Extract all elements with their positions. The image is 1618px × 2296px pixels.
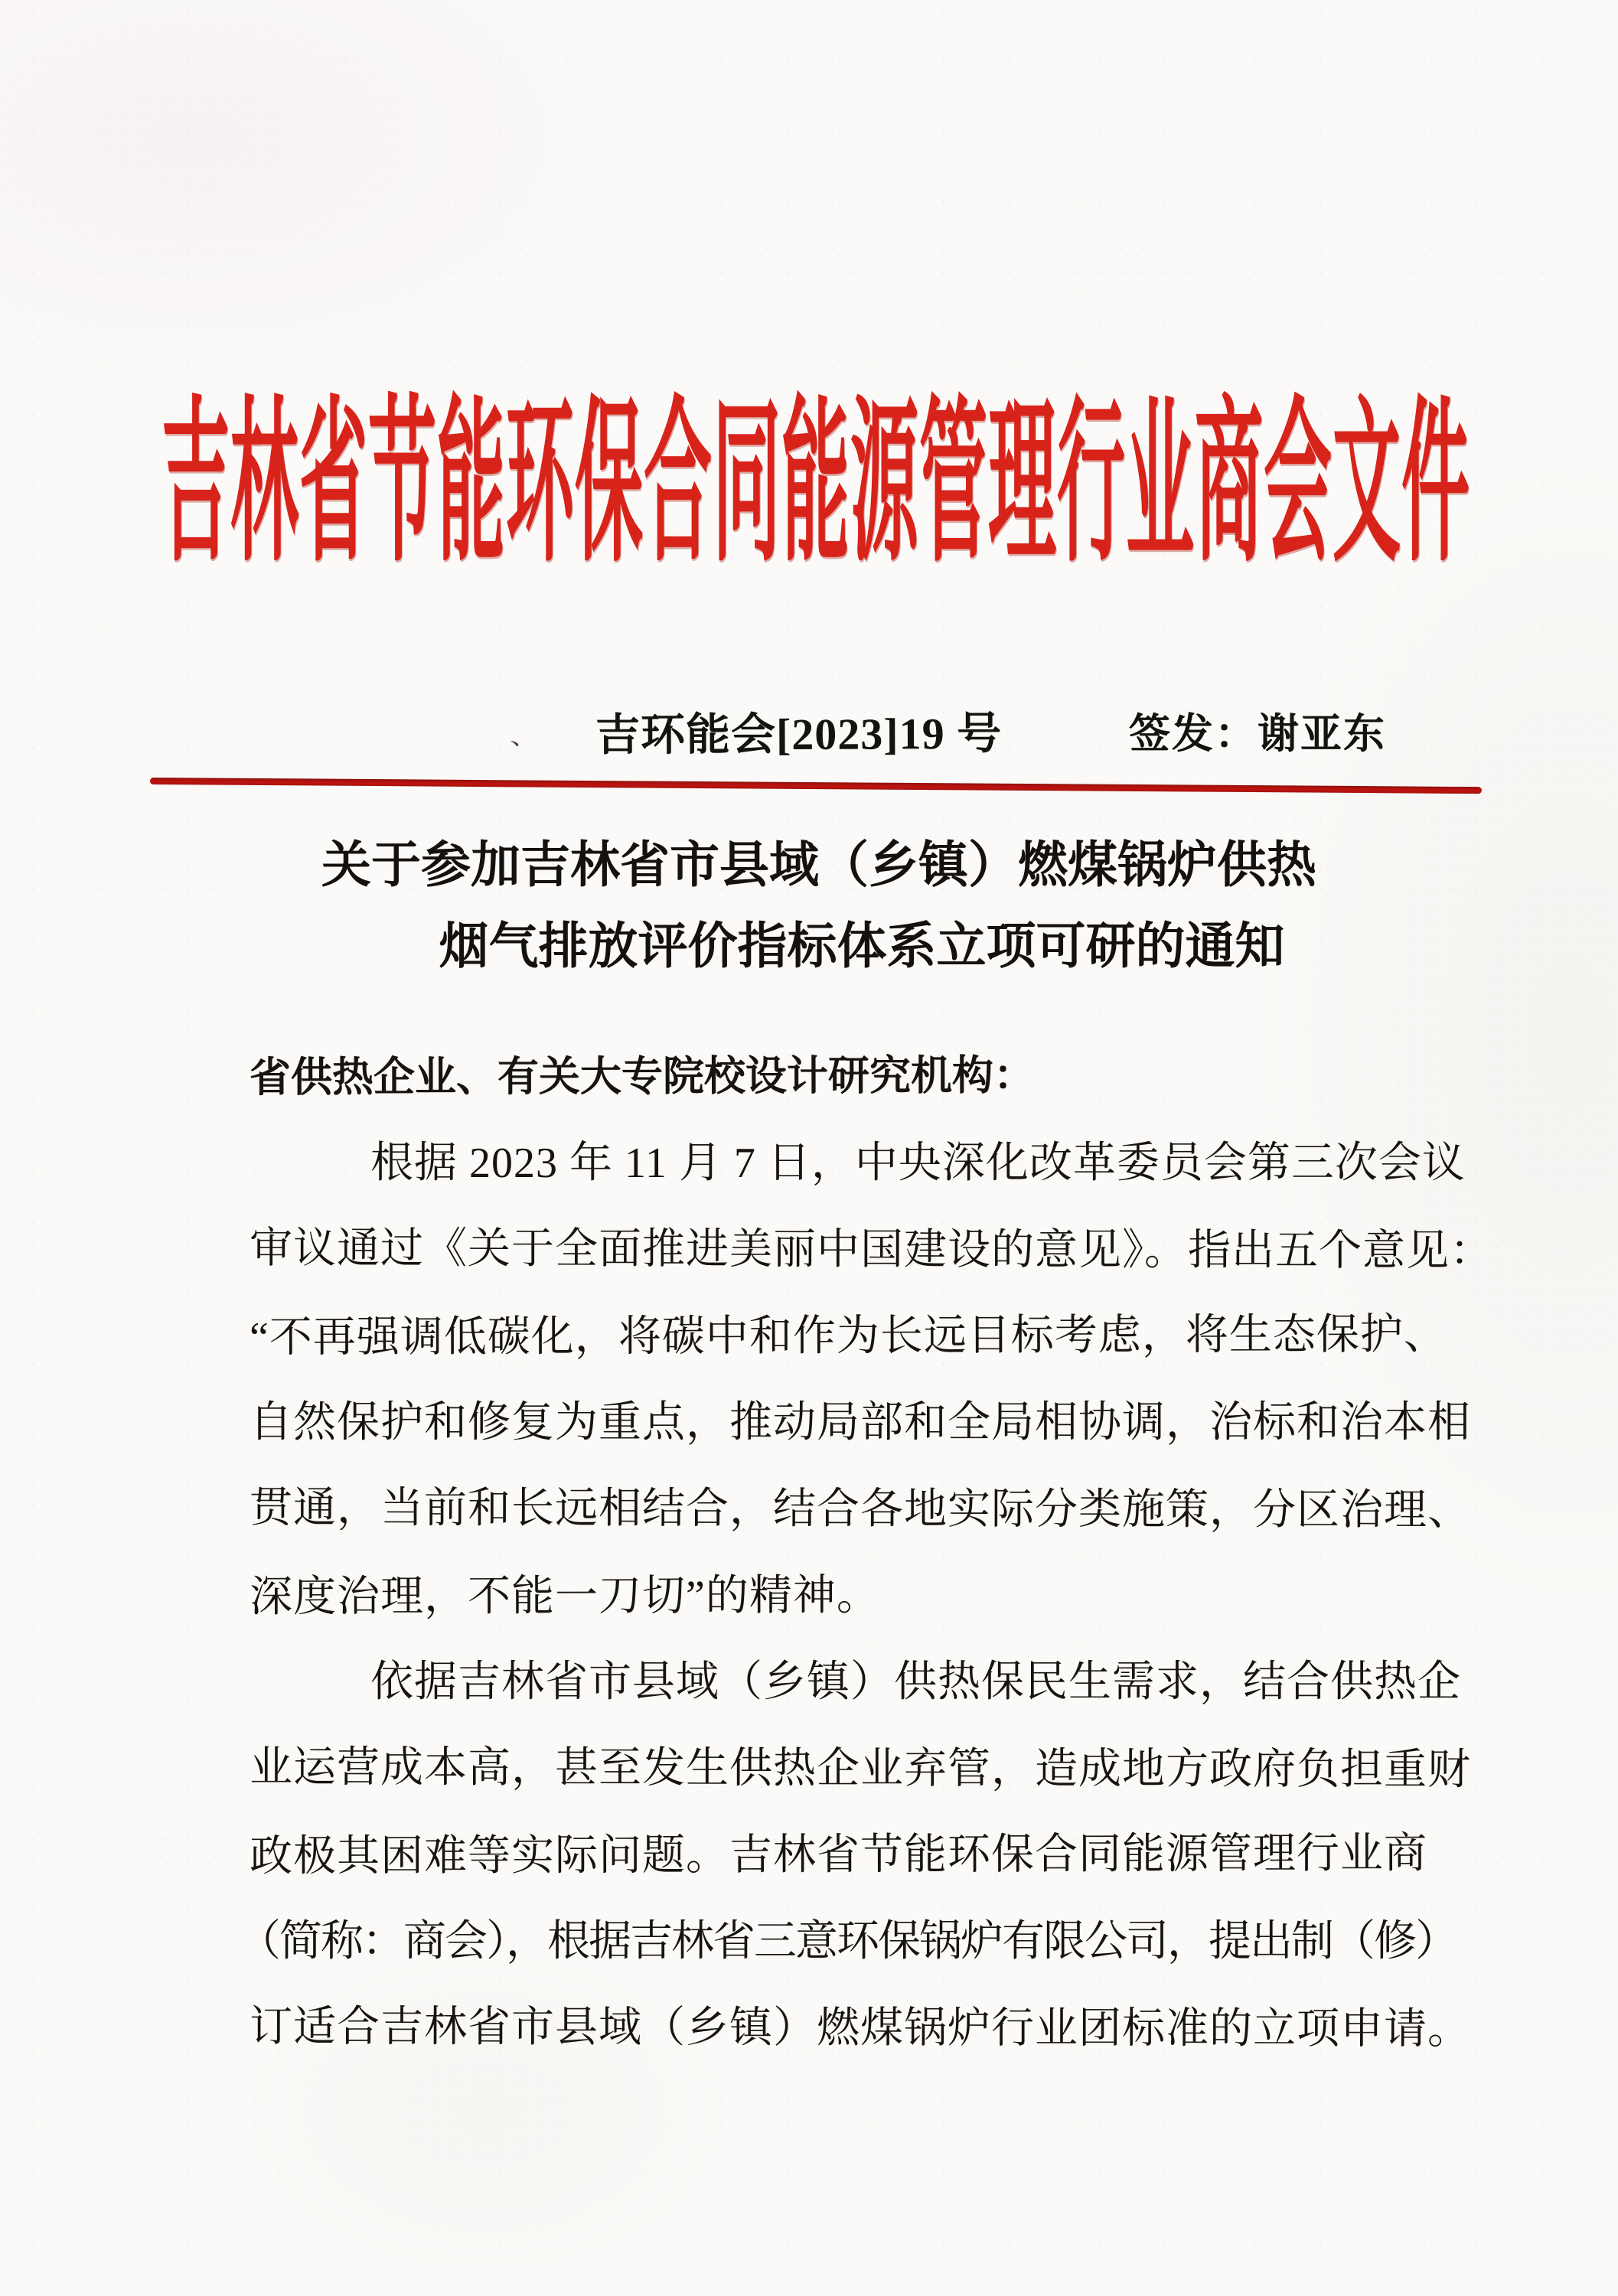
paragraph1-line: 自然保护和修复为重点，推动局部和全局相协调，治标和治本相: [250, 1398, 1471, 1446]
paragraph2-line: 业运营成本高，甚至发生供热企业弃管，造成地方政府负担重财: [249, 1743, 1472, 1794]
issuer-signature-label: 签发：谢亚东: [1129, 711, 1386, 757]
document-reference-number: 吉环能会[2023]19 号: [595, 708, 1003, 761]
red-header-banner-title: 吉林省节能环保合同能源管理行业商会文件: [161, 388, 1470, 584]
document-title: [0, 825, 1618, 987]
paragraph2-line: 依据吉林省市县域（乡镇）供热保民生需求，结合供热企: [370, 1658, 1461, 1706]
paragraph1-line: 审议通过《关于全面推进美丽中国建设的意见》。指出五个意见：: [249, 1224, 1494, 1275]
paragraph1-line: “不再强调低碳化，将碳中和作为长远目标考虑，将生态保护、: [249, 1310, 1447, 1362]
paragraph2-line: 政极其困难等实际问题。吉林省节能环保合同能源管理行业商: [249, 1829, 1428, 1880]
paragraph1-line: 根据 2023 年 11 月 7 日，中央深化改革委员会第三次会议: [370, 1139, 1466, 1187]
salutation-line: 省供热企业、有关大专院校设计研究机构：: [249, 1052, 1036, 1101]
paragraph1-line: 贯通，当前和长远相结合，结合各地实际分类施策，分区治理、: [249, 1483, 1472, 1534]
paragraph2-line: （简称：商会），根据吉林省三意环保锅炉有限公司，提出制（修）: [238, 1917, 1457, 1965]
paragraph2-line: 订适合吉林省市县域（乡镇）燃煤锅炉行业团标准的立项申请。: [249, 2002, 1472, 2053]
document-title-line1: 关于参加吉林省市县域（乡镇）燃煤锅炉供热: [321, 838, 1316, 893]
stray-scan-mark: 、: [506, 718, 538, 752]
document-title-line2: 烟气排放评价指标体系立项可研的通知: [439, 919, 1285, 974]
paragraph1-line: 深度治理，不能一刀切”的精神。: [249, 1571, 880, 1621]
document-body: [238, 1029, 1494, 2067]
red-divider-line: [150, 778, 1482, 794]
